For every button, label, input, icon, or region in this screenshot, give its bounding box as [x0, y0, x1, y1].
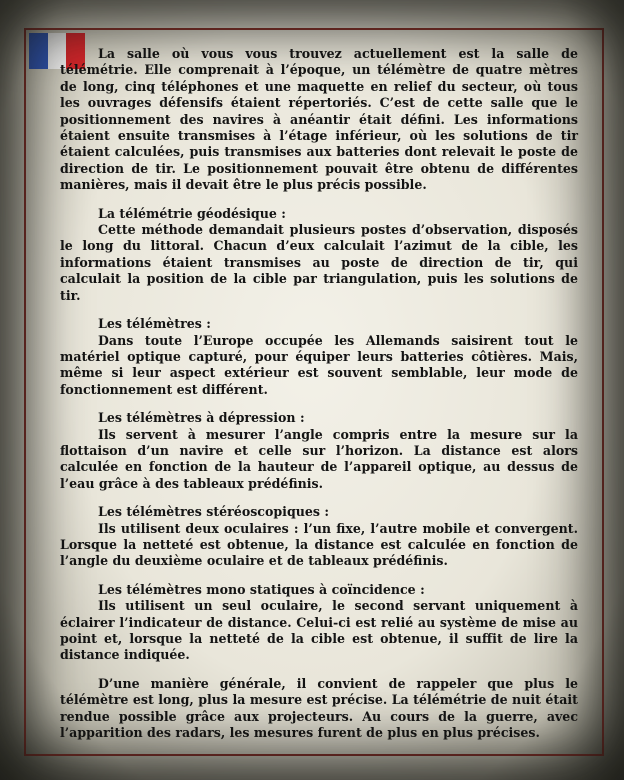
section-body-mono-statiques: Ils utilisent un seul oculaire, le second servant uniquement à éclairer l’indicateur de distance. Celui-ci est relié au système de mise au point et, lorsque la netteté de la cible est obtenue, il suffit de lire la distance indiquée. — [60, 598, 578, 663]
section-heading-stereoscopiques: Les télémètres stéréoscopiques : — [98, 504, 330, 520]
section-body-telemetres: Dans toute l’Europe occupée les Allemands saisirent tout le matériel optique capturé, pour équiper leurs batteries côtières. Mais, même si leur aspect extérieur est souvent semblable, leur mode de fonctionnement est différent. — [60, 332, 578, 397]
section-body-depression: Ils servent à mesurer l’angle compris entre la mesure sur la flottaison d’un navire et celle sur l’horizon. La distance est alors calculée en fonction de la hauteur de l’appareil optique, au dessus de l’eau grâce à des tableaux prédéfinis. — [60, 426, 578, 491]
section-heading-geodesique: La télémétrie géodésique : — [98, 205, 286, 221]
section-heading-telemetres: Les télémètres : — [98, 316, 211, 332]
conclusion-paragraph: D’une manière générale, il convient de rappeler que plus le télémètre est long, plus la mesure est précise. La télémétrie de nuit était rendue possible grâce aux projecteurs. Au cours de la guerre, avec l’apparition des radars, les mesures furent de plus en plus précises. — [60, 675, 578, 741]
intro-paragraph: La salle où vous vous trouvez actuellement est la salle de télémétrie. Elle comprenait à l’époque, un télémètre de quatre mètres de long, cinq téléphones et une maquette en relief du secteur, où tous les ouvrages défensifs étaient répertoriés. C’est de cette salle que le positionnement des navires à anéantir était défini. Les informations étaient ensuite transmises à l’étage inférieur, où les solutions de tir étaient calculées, puis transmises aux batteries dont relevait le poste de direction de tir. Le positionnement pouvait être obtenu de différentes manières, mais il devait être le plus précis possible. — [60, 46, 578, 193]
info-panel-text — [60, 46, 578, 741]
flag-blue-stripe — [29, 33, 48, 69]
section-heading-depression: Les télémètres à dépression : — [98, 410, 305, 426]
section-body-stereoscopiques: Ils utilisent deux oculaires : l’un fixe, l’autre mobile et convergent. Lorsque la netteté est obtenue, la distance est calculée en fonction de l’angle du deuxième oculaire et de tableaux prédéfinis. — [60, 520, 578, 569]
section-body-geodesique: Cette méthode demandait plusieurs postes d’observation, disposés le long du littoral. Chacun d’eux calculait l’azimut de la cible, les informations étaient transmises au poste de direction de tir, qui calculait la position de la cible par triangulation, puis les solutions de tir. — [60, 222, 578, 303]
section-heading-mono-statiques: Les télémètres mono statiques à coïncidence : — [98, 581, 425, 597]
